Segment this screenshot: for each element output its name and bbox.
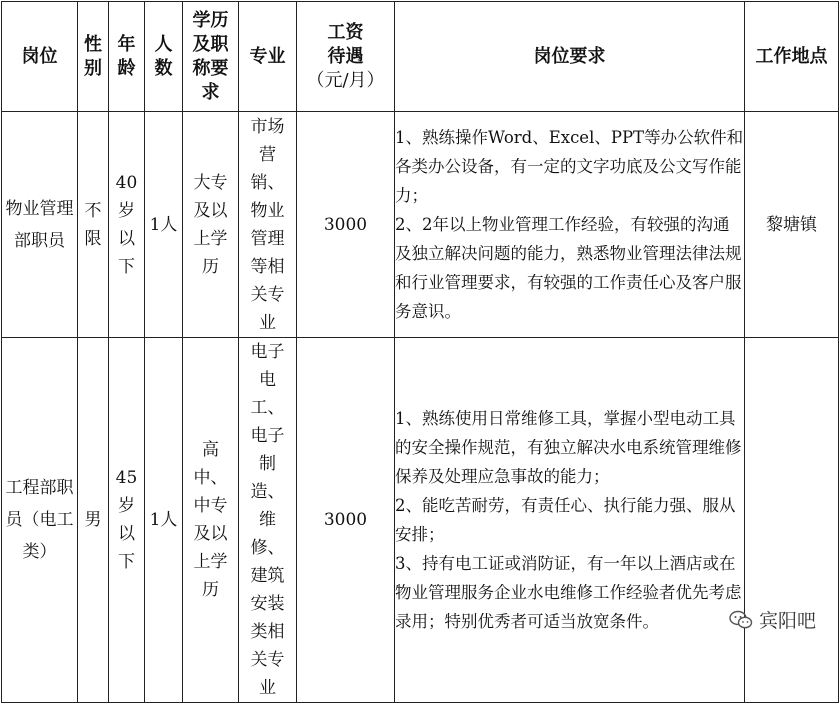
header-gender: 性别	[78, 2, 109, 112]
cell-education: 高中、中专及以上学历	[183, 338, 239, 703]
cell-major: 电子电工、电子制造、维修、建筑安装类相关专业	[239, 338, 297, 703]
header-salary-line1: 工资	[327, 21, 364, 43]
header-position: 岗位	[2, 2, 78, 112]
cell-gender: 男	[78, 338, 109, 703]
requirement-item: 2、2年以上物业管理工作经验，有较强的沟通及独立解决问题的能力，熟悉物业管理法律法规和行业管理要求，有较强的工作责任心及客户服务意识。	[395, 215, 742, 321]
header-location: 工作地点	[745, 2, 839, 112]
cell-gender: 不限	[78, 112, 109, 338]
cell-age: 40岁以下	[109, 112, 145, 338]
cell-education: 大专及以上学历	[183, 112, 239, 338]
cell-count: 1人	[145, 338, 183, 703]
header-major: 专业	[239, 2, 297, 112]
header-count: 人数	[145, 2, 183, 112]
header-salary-line2: 待遇	[327, 45, 364, 67]
header-requirements: 岗位要求	[395, 2, 745, 112]
cell-salary: 3000	[297, 112, 395, 338]
cell-major: 市场营销、物业管理等相关专业	[239, 112, 297, 338]
cell-requirements	[395, 112, 745, 338]
table-row	[2, 112, 839, 338]
cell-salary: 3000	[297, 338, 395, 703]
requirement-item: 1、熟练使用日常维修工具，掌握小型电动工具的安全操作规范，有独立解决水电系统管理维修保养及处理应急事故的能力；	[395, 409, 742, 486]
header-education: 学历及职称要求	[183, 2, 239, 112]
watermark	[729, 606, 816, 633]
cell-position: 物业管理部职员	[2, 112, 78, 338]
cell-count: 1人	[145, 112, 183, 338]
header-salary-line3: （元/月）	[306, 69, 385, 91]
requirement-item: 2、能吃苦耐劳，有责任心、执行能力强、服从安排；	[395, 496, 736, 544]
table-row	[2, 338, 839, 703]
job-table	[1, 1, 839, 703]
cell-location	[745, 338, 839, 703]
header-row	[2, 2, 839, 112]
cell-location: 黎塘镇	[745, 112, 839, 338]
requirement-item: 1、熟练操作Word、Excel、PPT等办公软件和各类办公设备，有一定的文字功底及公文写作能力；	[395, 128, 744, 205]
wechat-icon	[729, 610, 753, 630]
cell-age: 45岁以下	[109, 338, 145, 703]
header-salary	[297, 2, 395, 112]
header-age: 年龄	[109, 2, 145, 112]
requirement-item: 3、持有电工证或消防证，有一年以上酒店或在物业管理服务企业水电维修工作经验者优先考虑录用；特别优秀者可适当放宽条件。	[395, 554, 742, 631]
cell-position: 工程部职员（电工类）	[2, 338, 78, 703]
cell-requirements	[395, 338, 745, 703]
watermark-text: 宾阳吧	[758, 610, 816, 632]
